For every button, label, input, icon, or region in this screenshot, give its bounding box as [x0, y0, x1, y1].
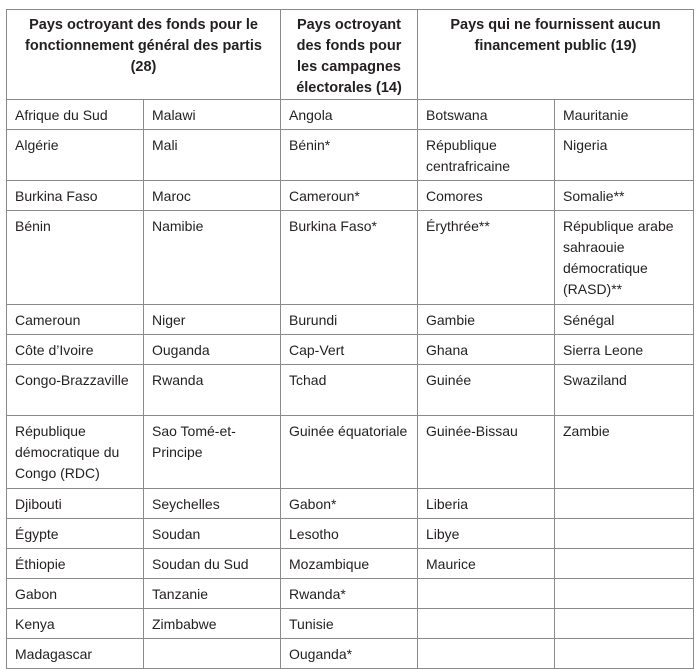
- table-row: [7, 549, 694, 579]
- table-cell: Seychelles: [144, 489, 281, 519]
- table-cell: Bénin: [7, 211, 144, 305]
- table-cell: Soudan du Sud: [144, 549, 281, 579]
- table-row: [7, 639, 694, 669]
- table-cell: Tchad: [281, 365, 418, 416]
- table-cell: Ouganda: [144, 335, 281, 365]
- table-row: [7, 489, 694, 519]
- table-cell: Gabon: [7, 579, 144, 609]
- table-cell: Cameroun*: [281, 181, 418, 211]
- table-cell: Liberia: [418, 489, 555, 519]
- table-cell: [555, 609, 694, 639]
- table-cell: [555, 579, 694, 609]
- table-cell: [555, 519, 694, 549]
- table-cell: Cap-Vert: [281, 335, 418, 365]
- table-row: [7, 100, 694, 130]
- header-row: [7, 10, 694, 100]
- table-cell: Lesotho: [281, 519, 418, 549]
- table-cell: Sénégal: [555, 305, 694, 335]
- table-cell: [418, 609, 555, 639]
- table-cell: République démocratique du Congo (RDC): [7, 416, 144, 489]
- table-cell: Bénin*: [281, 130, 418, 181]
- table-cell: Ghana: [418, 335, 555, 365]
- table-cell: Madagascar: [7, 639, 144, 669]
- table-cell: Somalie**: [555, 181, 694, 211]
- table-row: [7, 519, 694, 549]
- table-cell: Guinée: [418, 365, 555, 416]
- table-cell: Angola: [281, 100, 418, 130]
- header-campaign-funding: Pays octroyant des fonds pour les campagnes électorales (14): [281, 10, 418, 100]
- table-cell: Comores: [418, 181, 555, 211]
- table-cell: Soudan: [144, 519, 281, 549]
- table-cell: Gabon*: [281, 489, 418, 519]
- table-cell: Mauritanie: [555, 100, 694, 130]
- table-row: [7, 181, 694, 211]
- table-cell: Sao Tomé-et-Principe: [144, 416, 281, 489]
- table-cell: Rwanda: [144, 365, 281, 416]
- table-cell: Sierra Leone: [555, 335, 694, 365]
- table-cell: [555, 549, 694, 579]
- table-cell: Gambie: [418, 305, 555, 335]
- table-cell: Tanzanie: [144, 579, 281, 609]
- table-cell: Ouganda*: [281, 639, 418, 669]
- table-cell: Libye: [418, 519, 555, 549]
- table-row: [7, 305, 694, 335]
- table-cell: Guinée équatoriale: [281, 416, 418, 489]
- table-cell: Érythrée**: [418, 211, 555, 305]
- table-row: [7, 211, 694, 305]
- table-cell: Botswana: [418, 100, 555, 130]
- table-cell: Afrique du Sud: [7, 100, 144, 130]
- table-cell: Rwanda*: [281, 579, 418, 609]
- table-cell: Tunisie: [281, 609, 418, 639]
- public-funding-table: [6, 9, 694, 669]
- header-general-funding: Pays octroyant des fonds pour le fonctionnement général des partis (28): [7, 10, 281, 100]
- table-cell: [555, 489, 694, 519]
- table-cell: Mozambique: [281, 549, 418, 579]
- table-row: [7, 130, 694, 181]
- table-cell: Cameroun: [7, 305, 144, 335]
- table-cell: Maurice: [418, 549, 555, 579]
- table-row: [7, 365, 694, 416]
- table-row: [7, 609, 694, 639]
- table-cell: Maroc: [144, 181, 281, 211]
- table-cell: Swaziland: [555, 365, 694, 416]
- table-cell: République centrafricaine: [418, 130, 555, 181]
- table-cell: Niger: [144, 305, 281, 335]
- table-cell: Mali: [144, 130, 281, 181]
- table-cell: Burkina Faso: [7, 181, 144, 211]
- table-row: [7, 579, 694, 609]
- table-cell: [418, 579, 555, 609]
- table-cell: [144, 639, 281, 669]
- table-cell: Malawi: [144, 100, 281, 130]
- table-cell: Éthiopie: [7, 549, 144, 579]
- table-cell: [555, 639, 694, 669]
- table-cell: Kenya: [7, 609, 144, 639]
- table-cell: Algérie: [7, 130, 144, 181]
- table-row: [7, 416, 694, 489]
- table-cell: Djibouti: [7, 489, 144, 519]
- table-cell: Namibie: [144, 211, 281, 305]
- table-cell: Nigeria: [555, 130, 694, 181]
- table-cell: Burundi: [281, 305, 418, 335]
- table-cell: Guinée-Bissau: [418, 416, 555, 489]
- table-cell: [418, 639, 555, 669]
- table-cell: République arabe sahraouie démocratique (RASD)**: [555, 211, 694, 305]
- table-cell: Côte d’Ivoire: [7, 335, 144, 365]
- table-cell: Congo-Brazzaville: [7, 365, 144, 416]
- table-cell: Égypte: [7, 519, 144, 549]
- table-row: [7, 335, 694, 365]
- table-cell: Zambie: [555, 416, 694, 489]
- table-cell: Burkina Faso*: [281, 211, 418, 305]
- header-no-funding: Pays qui ne fournissent aucun financement public (19): [418, 10, 694, 100]
- table-cell: Zimbabwe: [144, 609, 281, 639]
